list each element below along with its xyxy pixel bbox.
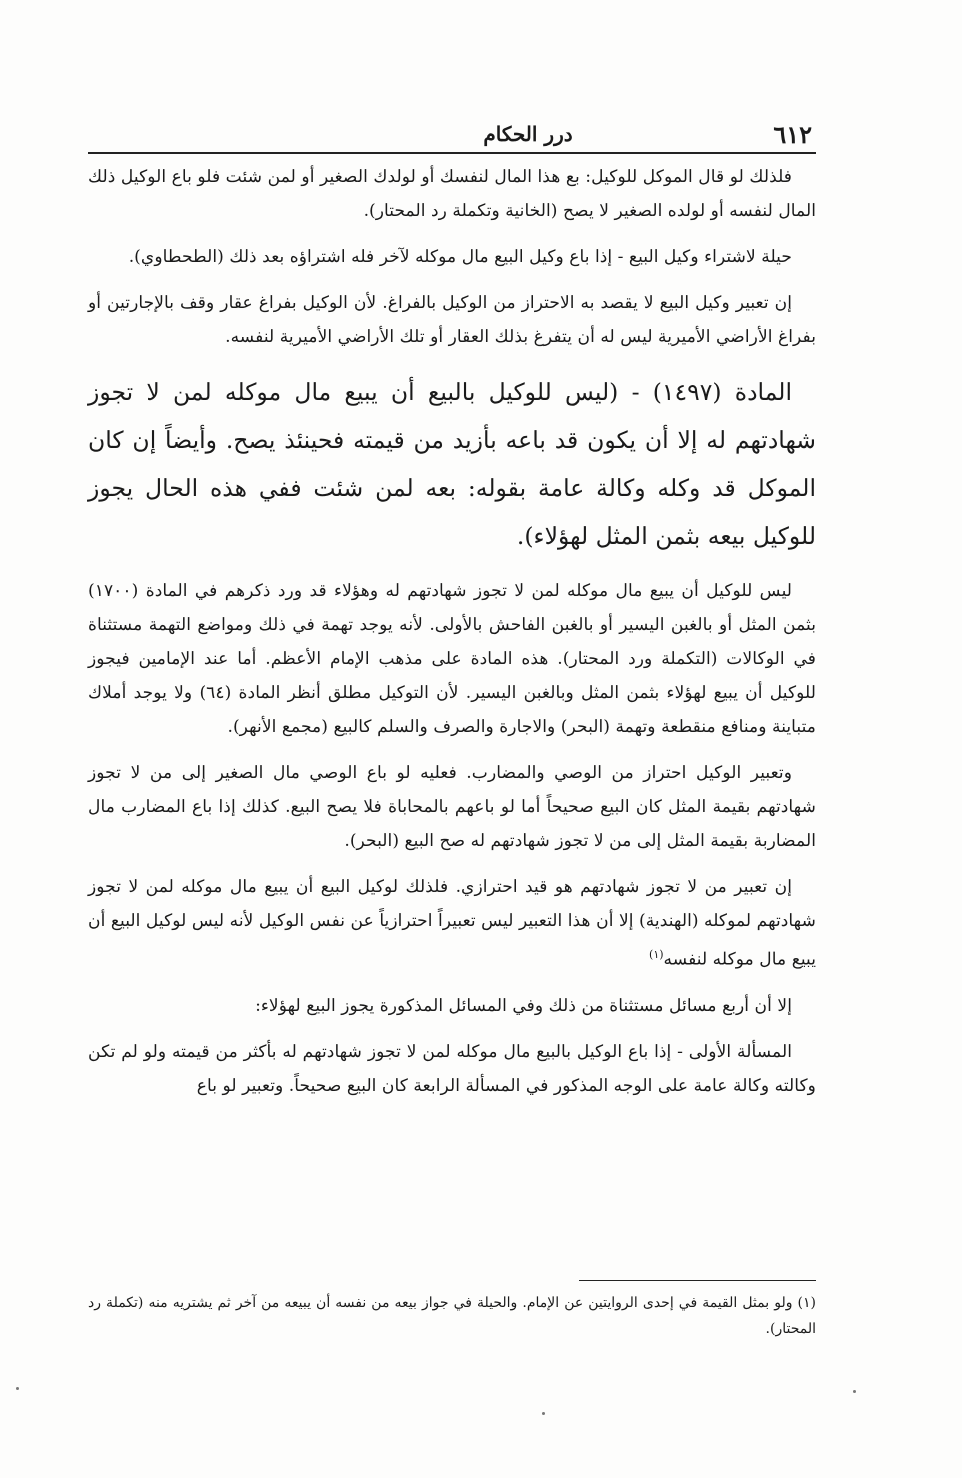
- paragraph-3: إن تعبير وكيل البيع لا يقصد به الاحتراز من الوكيل بالفراغ. لأن الوكيل بفراغ عقار وقف بالإجارتين أو بفراغ الأراضي الأميرية ليس له أن يتفرغ بذلك العقار أو تلك الأراضي الأميرية لنفسه.: [88, 293, 816, 347]
- scan-speck: [542, 1412, 545, 1415]
- running-title: درر الحكام: [483, 122, 573, 146]
- paragraph-4: ليس للوكيل أن يبيع مال موكله لمن لا تجوز شهادتهم له وهؤلاء قد ورد ذكرهم في المادة (١٧٠٠) بثمن المثل أو بالغبن اليسير أو بالغبن الفاحش بالأولى. لأنه يوجد تهمة في ذلك ومواضع التهمة مستثناة في الوكالات (التكملة ورد المحتار). هذه المادة على مذهب الإمام الأعظم. أما عند الإمامين فيجوز للوكيل أن يبيع لهؤلاء بثمن المثل وبالغبن اليسير. لأن التوكيل مطلق أنظر المادة (٦٤) ولا يوجد أملاك متباينة ومنافع منقطعة وتهمة (البحر) والاجارة والصرف والسلم كالبيع (مجمع الأنهر).: [88, 581, 816, 737]
- paragraph-7: إلا أن أربع مسائل مستثناة من ذلك وفي المسائل المذكورة يجوز البيع لهؤلاء:: [255, 995, 792, 1016]
- footnote-reference: (١): [649, 948, 664, 961]
- scan-speck: [16, 1387, 19, 1390]
- article-1497: المادة (١٤٩٧) - (ليس للوكيل بالبيع أن يبيع مال موكله لمن لا تجوز شهادتهم له إلا أن يكون قد باعه بأزيد من قيمته فحينئذ يصح. وأيضاً إن كان الموكل قد وكله وكالة عامة بقوله: بعه لمن شئت ففي هذه الحال يجوز للوكيل بيعه بثمن المثل لهؤلاء).: [88, 378, 816, 550]
- paragraph-1: فلذلك لو قال الموكل للوكيل: بع هذا المال لنفسك أو لولدك الصغير أو لمن شئت فلو باع الوكيل ذلك المال لنفسه أو لولده الصغير لا يصح (الخانية وتكملة رد المحتار).: [88, 167, 816, 221]
- paragraph-5: وتعبير الوكيل احتراز من الوصي والمضارب. فعليه لو باع الوصي مال الصغير إلى من لا تجوز شهادتهم بقيمة المثل كان البيع صحيحاً أما لو باعهم بالمحاباة فلا يصح البيع. كذلك إذا باع المضارب مال المضاربة بقيمة المثل إلى من لا تجوز شهادتهم له صح البيع (البحر).: [88, 763, 816, 851]
- footnote-divider: [579, 1280, 816, 1281]
- paragraph-2: حيلة لاشتراء وكيل البيع - إذا باع وكيل البيع مال موكله لآخر فله اشتراؤه بعد ذلك (الطحطاوي).: [128, 247, 792, 267]
- main-text: [88, 160, 816, 1115]
- scan-speck: [853, 1390, 856, 1393]
- paragraph-6: [88, 870, 816, 977]
- paragraph-8: المسألة الأولى - إذا باع الوكيل بالبيع مال موكله لمن لا تجوز شهادتهم له بأكثر من قيمته ولو لم تكن وكالته وكالة عامة على الوجه المذكور في المسألة الرابعة كان البيع صحيحاً. وتعبير لو باع: [88, 1041, 816, 1096]
- footnote: (١) ولو بمثل القيمة في إحدى الروايتين عن الإمام. والحيلة في جواز بيعه من نفسه أن يبيعه من آخر ثم يشتريه منه (تكملة رد المحتار).: [88, 1295, 816, 1337]
- page-number: ٦١٢: [773, 120, 812, 149]
- page-header: [88, 114, 816, 154]
- paragraph-6-text: إن تعبير من لا تجوز شهادتهم هو قيد احترازي. فلذلك لوكيل البيع أن يبيع مال موكله لمن لا تجوز شهادتهم لموكله (الهندية) إلا أن هذا التعبير ليس تعبيراً احترازياً عن نفس الوكيل لأنه ليس لوكيل البيع أن يبيع مال موكله لنفسه: [88, 877, 816, 970]
